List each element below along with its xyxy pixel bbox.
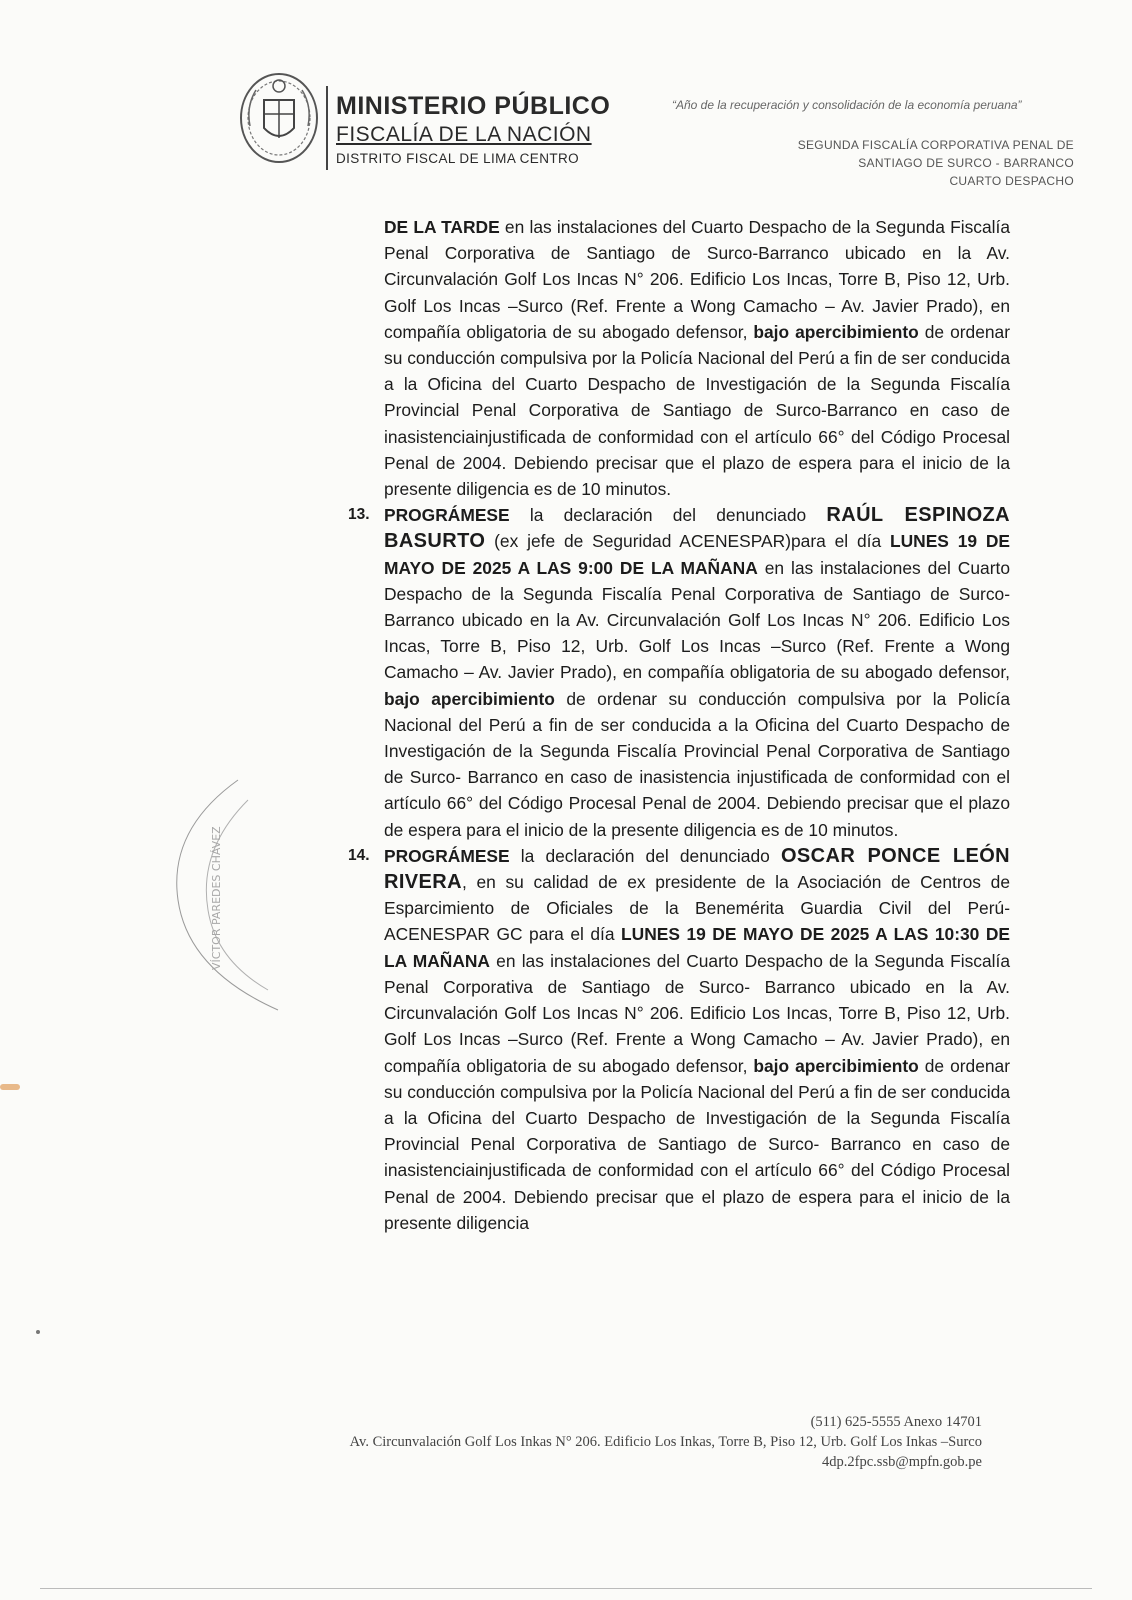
item-text: en las instalaciones del Cuarto Despacho de la Segunda Fiscalía Penal Corporativa de Santiago de Surco- Barranco ubicado en la Av. Circunvalación Golf Los Incas N° 206. Edificio Los Incas, Torre B, Piso 12, Urb. Golf Los Incas –Surco (Ref. Frente a Wong Camacho – Av. Javier Prado), en compañía obligatoria de su abogado defensor,	[384, 557, 1010, 683]
item-text: la declaración del denunciado	[509, 845, 781, 866]
numbered-item-13	[348, 502, 1011, 843]
item-text: la declaración del denunciado	[509, 505, 827, 526]
accused-name: RAÚL ESPINOZA BASURTO	[384, 504, 1010, 553]
sub-institution-name: FISCALÍA DE LA NACIÓN	[336, 123, 592, 146]
scan-edge-mark	[0, 1084, 20, 1090]
bold-warning: bajo apercibimiento	[753, 1055, 919, 1076]
district-name: DISTRITO FISCAL DE LIMA CENTRO	[336, 151, 580, 166]
item-number: 13.	[348, 506, 370, 524]
item-verb: PROGRÁMESE	[384, 845, 510, 866]
scan-bottom-line	[40, 1588, 1092, 1589]
item-text: en las instalaciones del Cuarto Despacho de la Segunda Fiscalía Penal Corporativa de Santiago de Surco- Barranco ubicado en la Av. Circunvalación Golf Los Incas N° 206. Edificio Los Incas, Torre B, Piso 12, Urb. Golf Los Incas –Surco (Ref. Frente a Wong Camacho – Av. Javier Prado), en compañía obligatoria de su abogado defensor,	[384, 950, 1010, 1076]
year-motto: “Año de la recuperación y consolidación de la economía peruana”	[672, 98, 1022, 112]
hearing-date: LUNES 19 DE MAYO DE 2025 A LAS 9:00 DE LA MAÑANA	[384, 531, 1011, 578]
scan-dot	[36, 1330, 40, 1334]
numbered-item-14	[348, 843, 1011, 1236]
institution-block	[336, 92, 610, 166]
header-divider	[326, 86, 328, 170]
paragraph-text: en las instalaciones del Cuarto Despacho de la Segunda Fiscalía Penal Corporativa de Santiago de Surco-Barranco ubicado en la Av. Circunvalación Golf Los Incas N° 206. Edificio Los Incas, Torre B, Piso 12, Urb. Golf Los Incas –Surco (Ref. Frente a Wong Camacho – Av. Javier Prado), en compañía obligatoria de su abogado defensor,	[384, 217, 1010, 342]
paragraph-text: de ordenar su conducción compulsiva por la Policía Nacional del Perú a fin de ser conducida a la Oficina del Cuarto Despacho de Investigación de la Segunda Fiscalía Provincial Penal Corporativa de Santiago de Surco-Barranco en caso de inasistenciainjustificada de conformidad con el artículo 66° del Código Procesal Penal de 2004. Debiendo precisar que el plazo de espera para el inicio de la presente diligencia es de 10 minutos.	[384, 321, 1011, 500]
item-verb: PROGRÁMESE	[384, 505, 510, 526]
office-line-2: SANTIAGO DE SURCO - BARRANCO	[858, 156, 1074, 170]
footer-phone: (511) 625-5555 Anexo 14701	[810, 1414, 982, 1430]
continuation-paragraph	[384, 214, 1010, 502]
signature-stamp-icon	[168, 770, 288, 1020]
footer-address: Av. Circunvalación Golf Los Inkas N° 206. Edificio Los Inkas, Torre B, Piso 12, Urb. Golf Los Inkas –Surco	[349, 1434, 982, 1450]
bold-warning: bajo apercibimiento	[753, 321, 919, 342]
item-number: 14.	[348, 846, 370, 864]
item-text: de ordenar su conducción compulsiva por la Policía Nacional del Perú a fin de ser conducida a la Oficina del Cuarto Despacho de Investigación de la Segunda Fiscalía Provincial Penal Corporativa de Santiago de Surco- Barranco en caso de inasistencia injustificada de conformidad con el artículo 66° del Código Procesal Penal de 2004. Debiendo precisar que el plazo de espera para el inicio de la presente diligencia es de 10 minutos.	[384, 688, 1010, 840]
footer-contact	[222, 1412, 982, 1472]
accused-name: OSCAR PONCE LEÓN RIVERA	[384, 844, 1010, 894]
office-line-1: SEGUNDA FISCALÍA CORPORATIVA PENAL DE	[797, 138, 1074, 152]
svg-text:VÍCTOR PAREDES CHÁVEZ: VÍCTOR PAREDES CHÁVEZ	[210, 826, 223, 970]
item-text: de ordenar su conducción compulsiva por la Policía Nacional del Perú a fin de ser conducida a la Oficina del Cuarto Despacho de Investigación de la Segunda Fiscalía Provincial Penal Corporativa de Santiago de Surco- Barranco en caso de inasistenciainjustificada de conformidad con el artículo 66° del Código Procesal Penal de 2004. Debiendo precisar que el plazo de espera para el inicio de la presente diligencia	[384, 1055, 1011, 1233]
hearing-date: LUNES 19 DE MAYO DE 2025 A LAS 10:30 DE LA MAÑANA	[384, 924, 1010, 971]
ministry-seal-icon	[236, 66, 322, 166]
institution-name: MINISTERIO PÚBLICO	[336, 92, 611, 120]
item-text: (ex jefe de Seguridad ACENESPAR)para el día	[485, 531, 890, 552]
office-block	[714, 136, 1074, 190]
office-line-3: CUARTO DESPACHO	[949, 174, 1074, 188]
footer-email: 4dp.2fpc.ssb@mpfn.gob.pe	[822, 1454, 982, 1470]
bold-warning: bajo apercibimiento	[384, 688, 555, 709]
document-body	[348, 214, 1011, 1236]
item-text: , en su calidad de ex presidente de la Asociación de Centros de Esparcimiento de Oficiales de la Benemérita Guardia Civil del Perú- ACENESPAR GC para el día	[384, 872, 1010, 945]
bold-time: DE LA TARDE	[384, 217, 500, 237]
